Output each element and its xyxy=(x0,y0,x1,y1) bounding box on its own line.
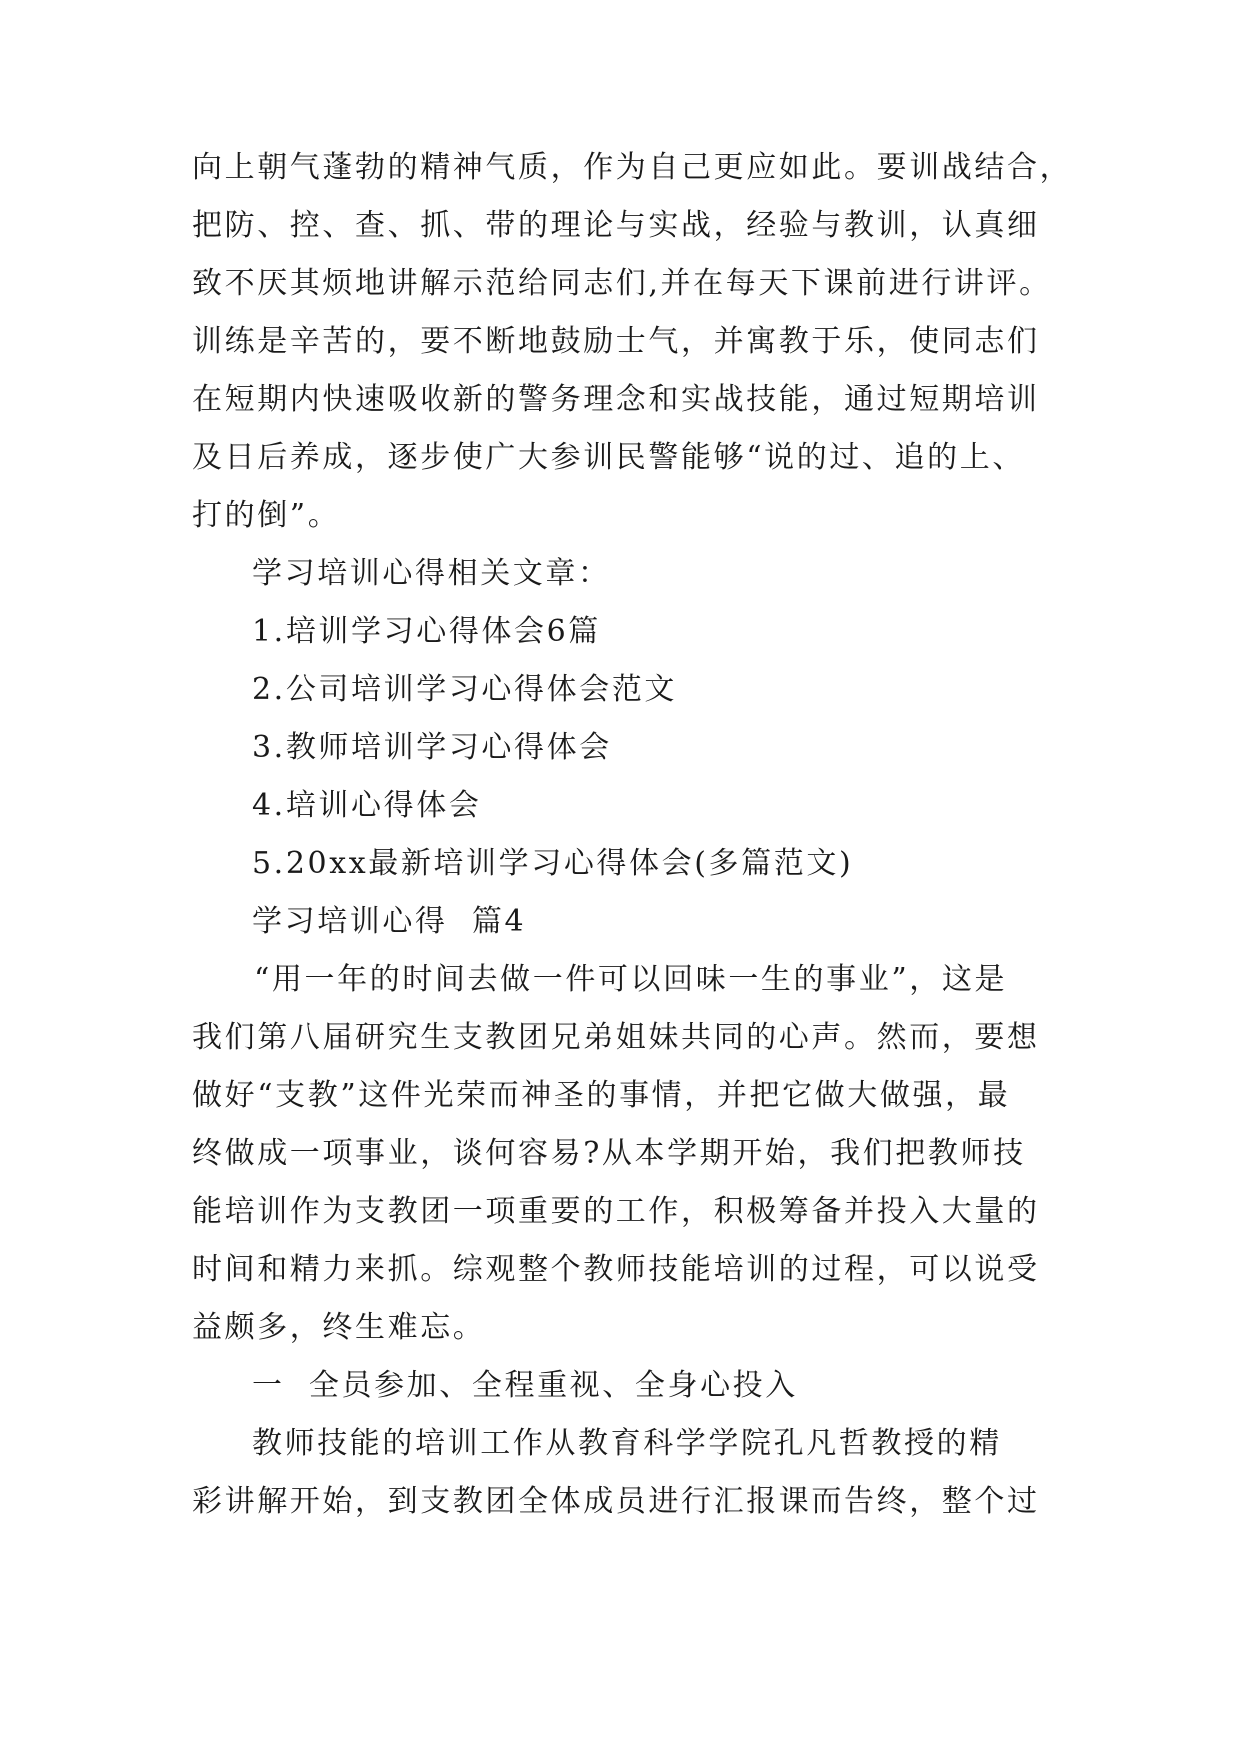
paragraph3-line-1: 教师技能的培训工作从教育科学学院孔凡哲教授的精 xyxy=(252,1426,1002,1461)
related-article-2[interactable]: 2.公司培训学习心得体会范文 xyxy=(252,672,678,707)
section-title: 学习培训心得 篇4 xyxy=(252,904,527,939)
subheading: 一 全员参加、全程重视、全身心投入 xyxy=(252,1368,798,1403)
related-article-3[interactable]: 3.教师培训学习心得体会 xyxy=(252,730,612,765)
body-line-7: 打的倒”。 xyxy=(192,498,341,533)
body-line-4: 训练是辛苦的，要不断地鼓励士气，并寓教于乐，使同志们 xyxy=(192,324,1040,359)
paragraph2-line-3: 做好“支教”这件光荣而神圣的事情，并把它做大做强，最 xyxy=(192,1078,1011,1113)
body-line-2: 把防、控、查、抓、带的理论与实战，经验与教训，认真细 xyxy=(192,208,1040,243)
paragraph2-line-7: 益颇多，终生难忘。 xyxy=(192,1310,486,1345)
related-article-5[interactable]: 5.20xx最新培训学习心得体会(多篇范文) xyxy=(252,846,854,881)
paragraph2-line-5: 能培训作为支教团一项重要的工作，积极筹备并投入大量的 xyxy=(192,1194,1040,1229)
paragraph2-line-4: 终做成一项事业，谈何容易?从本学期开始，我们把教师技 xyxy=(192,1136,1026,1171)
paragraph2-line-6: 时间和精力来抓。综观整个教师技能培训的过程，可以说受 xyxy=(192,1252,1040,1287)
paragraph2-line-1: “用一年的时间去做一件可以回味一生的事业”，这是 xyxy=(254,962,1008,997)
paragraph2-line-2: 我们第八届研究生支教团兄弟姐妹共同的心声。然而，要想 xyxy=(192,1020,1040,1055)
body-line-6: 及日后养成，逐步使广大参训民警能够“说的过、追的上、 xyxy=(192,440,1025,475)
body-line-5: 在短期内快速吸收新的警务理念和实战技能，通过短期培训 xyxy=(192,382,1040,417)
body-line-3: 致不厌其烦地讲解示范给同志们,并在每天下课前进行讲评。 xyxy=(192,266,1052,301)
related-articles-heading: 学习培训心得相关文章： xyxy=(252,556,611,591)
related-article-4[interactable]: 4.培训心得体会 xyxy=(252,788,482,823)
paragraph3-line-2: 彩讲解开始，到支教团全体成员进行汇报课而告终，整个过 xyxy=(192,1484,1040,1519)
related-article-1[interactable]: 1.培训学习心得体会6篇 xyxy=(252,614,601,649)
body-line-1: 向上朝气蓬勃的精神气质，作为自己更应如此。要训战结合， xyxy=(192,150,1073,185)
